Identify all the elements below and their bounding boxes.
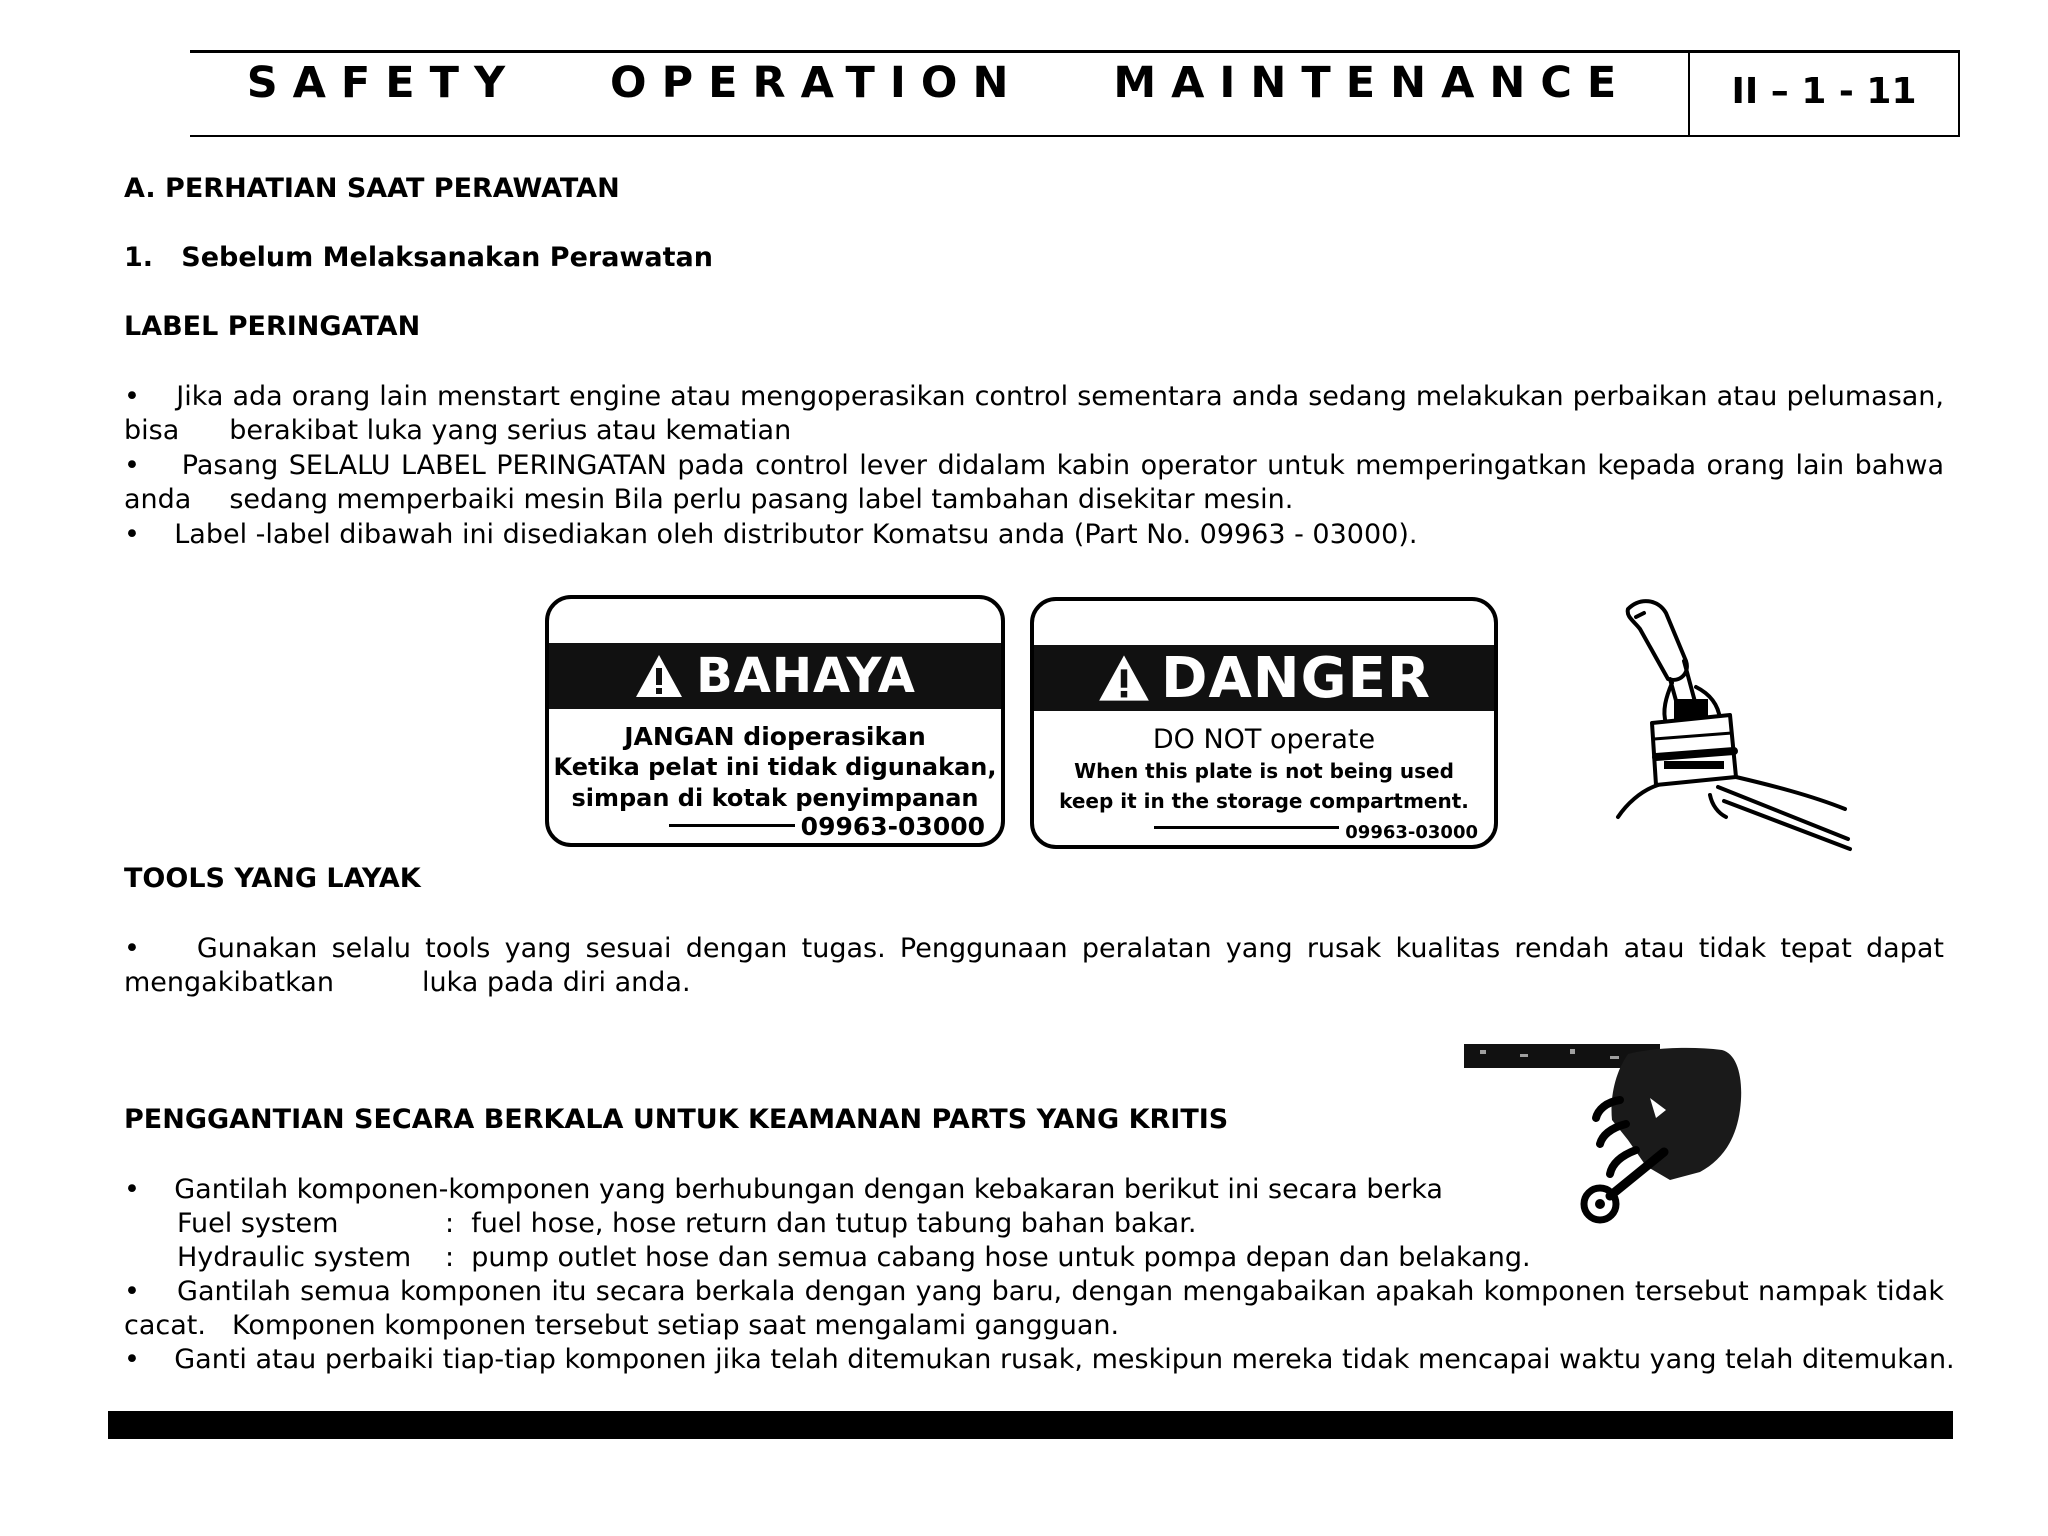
bullet-line: • Jika ada orang lain menstart engine atau mengoperasikan control sementara anda sedang melakukan perbaikan atau pelumasan, [124, 381, 1944, 412]
warning-bullet-3: • Label -label dibawah ini disediakan oleh distributor Komatsu anda (Part No. 09963 - 03000). [124, 519, 1418, 550]
control-lever-illustration [1600, 595, 1870, 855]
danger-warning-label [1030, 597, 1498, 849]
hand-wrench-illustration [1460, 1040, 1800, 1240]
danger-line-1: DO NOT operate [1152, 724, 1376, 755]
danger-line-2: When this plate is not being used [1074, 759, 1454, 783]
warning-bullet-1 [124, 380, 1944, 448]
bahaya-line-2: Ketika pelat ini tidak digunakan, [553, 753, 997, 781]
bullet-line: • Gunakan selalu tools yang sesuai dengan tugas. Penggunaan peralatan yang rusak kualitas rendah atau tidak tepat dapat [124, 933, 1944, 964]
bahaya-warning-label [545, 595, 1005, 847]
continued-text: sedang memperbaiki mesin Bila perlu pasang label tambahan disekitar mesin. [229, 484, 1294, 515]
continued-word: anda [124, 484, 192, 515]
hydraulic-system-label: Hydraulic system [177, 1242, 412, 1273]
continued-text: luka pada diri anda. [421, 967, 691, 998]
warning-triangle-icon [634, 653, 684, 699]
hydraulic-system-value: : pump outlet hose dan semua cabang hose untuk pompa depan dan belakang. [445, 1242, 1531, 1273]
bullet-line-continued [124, 1309, 1944, 1343]
bahaya-line-1: JANGAN dioperasikan [624, 722, 926, 751]
continued-text: berakibat luka yang serius atau kematian [229, 415, 792, 446]
bahaya-part-number: 09963-03000 [795, 812, 991, 841]
page-title: SAFETY OPERATION MAINTENANCE [246, 58, 1632, 108]
bahaya-text [549, 721, 1001, 814]
continued-word: mengakibatkan [124, 967, 334, 998]
continued-word: cacat. [124, 1310, 206, 1341]
section-subheading: 1. Sebelum Melaksanakan Perawatan [124, 242, 713, 273]
danger-text [1034, 723, 1494, 816]
bullet-line: • Gantilah semua komponen itu secara berkala dengan yang baru, dengan mengabaikan apakah komponen tersebut nampak tidak [124, 1276, 1944, 1307]
replace-bullet-1: • Gantilah komponen-komponen yang berhubungan dengan kebakaran berikut ini secara berka [124, 1174, 1443, 1205]
bullet-line: • Pasang SELALU LABEL PERINGATAN pada control lever didalam kabin operator untuk memperingatkan kepada orang lain bahwa [124, 450, 1944, 481]
fuel-system-label: Fuel system [177, 1208, 339, 1239]
bahaya-line-3: simpan di kotak penyimpanan [571, 784, 979, 812]
warning-triangle-icon [1097, 653, 1151, 703]
bahaya-band [549, 643, 1001, 709]
danger-band [1034, 645, 1494, 711]
page-number: II – 1 - 11 [1731, 71, 1917, 112]
bullet-line-continued [124, 966, 1944, 1000]
replace-bullet-2 [124, 1275, 1944, 1343]
section-heading: A. PERHATIAN SAAT PERAWATAN [124, 173, 620, 204]
fuel-system-value: : fuel hose, hose return dan tutup tabung bahan bakar. [445, 1208, 1197, 1239]
warning-bullet-2 [124, 449, 1944, 517]
danger-word: DANGER [1160, 645, 1432, 711]
bullet-line-continued [124, 483, 1944, 517]
danger-line-3: keep it in the storage compartment. [1059, 789, 1469, 813]
continued-word: bisa [124, 415, 180, 446]
bahaya-word: BAHAYA [696, 648, 916, 704]
penggantian-heading: PENGGANTIAN SECARA BERKALA UNTUK KEAMANAN PARTS YANG KRITIS [124, 1104, 1229, 1135]
bullet-line-continued [124, 414, 1944, 448]
tools-bullet [124, 932, 1944, 1000]
label-peringatan-heading: LABEL PERINGATAN [124, 311, 421, 342]
continued-text: Komponen komponen tersebut setiap saat mengalami gangguan. [231, 1310, 1120, 1341]
replace-bullet-3: • Ganti atau perbaiki tiap-tiap komponen jika telah ditemukan rusak, meskipun mereka tidak mencapai waktu yang telah ditemukan. [124, 1344, 1955, 1375]
danger-part-number: 09963-03000 [1339, 822, 1484, 843]
tools-heading: TOOLS YANG LAYAK [124, 863, 421, 894]
footer-bar [108, 1411, 1953, 1439]
